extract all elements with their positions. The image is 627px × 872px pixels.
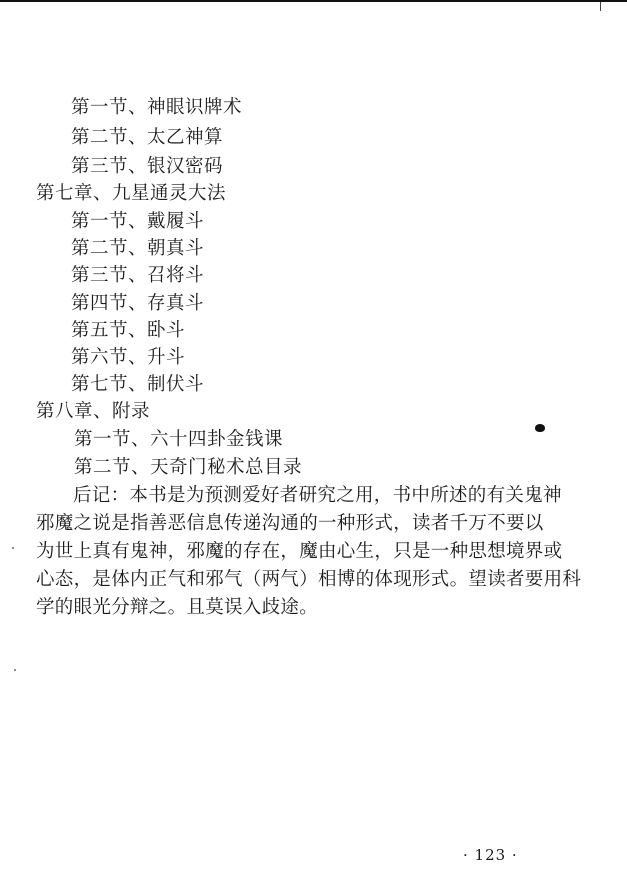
scan-speck	[12, 547, 14, 549]
top-border-line	[0, 0, 627, 2]
scan-speck	[14, 669, 16, 671]
toc-entry-section: 第七节、制伏斗	[71, 374, 205, 395]
ink-blot-mark	[535, 424, 545, 432]
toc-entry-section: 第四节、存真斗	[71, 293, 205, 314]
toc-entry-section: 第一节、神眼识牌术	[71, 97, 243, 118]
toc-entry-chapter: 第七章、九星通灵大法	[36, 183, 227, 204]
top-edge-mark	[600, 2, 601, 11]
page-number: · 123 ·	[463, 846, 518, 864]
afterword-line: 邪魔之说是指善恶信息传递沟通的一种形式，读者千万不要以	[36, 513, 544, 534]
afterword-line: 心态，是体内正气和邪气（两气）相博的体现形式。望读者要用科	[36, 569, 582, 590]
toc-entry-section: 第三节、召将斗	[71, 265, 205, 286]
toc-entry-section: 第二节、天奇门秘术总目录	[74, 457, 303, 478]
afterword-line: 为世上真有鬼神，邪魔的存在，魔由心生，只是一种思想境界或	[36, 541, 563, 562]
toc-entry-section: 第五节、卧斗	[71, 320, 186, 341]
toc-entry-section: 第六节、升斗	[71, 347, 186, 368]
afterword-line: 后记：本书是为预测爱好者研究之用，书中所述的有关鬼神	[73, 485, 562, 506]
toc-entry-section: 第一节、戴履斗	[71, 211, 205, 232]
toc-entry-section: 第一节、六十四卦金钱课	[74, 429, 284, 450]
toc-entry-section: 第二节、太乙神算	[71, 127, 224, 148]
afterword-line: 学的眼光分辩之。且莫误入歧途。	[36, 597, 319, 618]
toc-entry-section: 第二节、朝真斗	[71, 238, 205, 259]
toc-entry-chapter: 第八章、附录	[36, 401, 151, 422]
toc-entry-section: 第三节、银汉密码	[71, 156, 224, 177]
